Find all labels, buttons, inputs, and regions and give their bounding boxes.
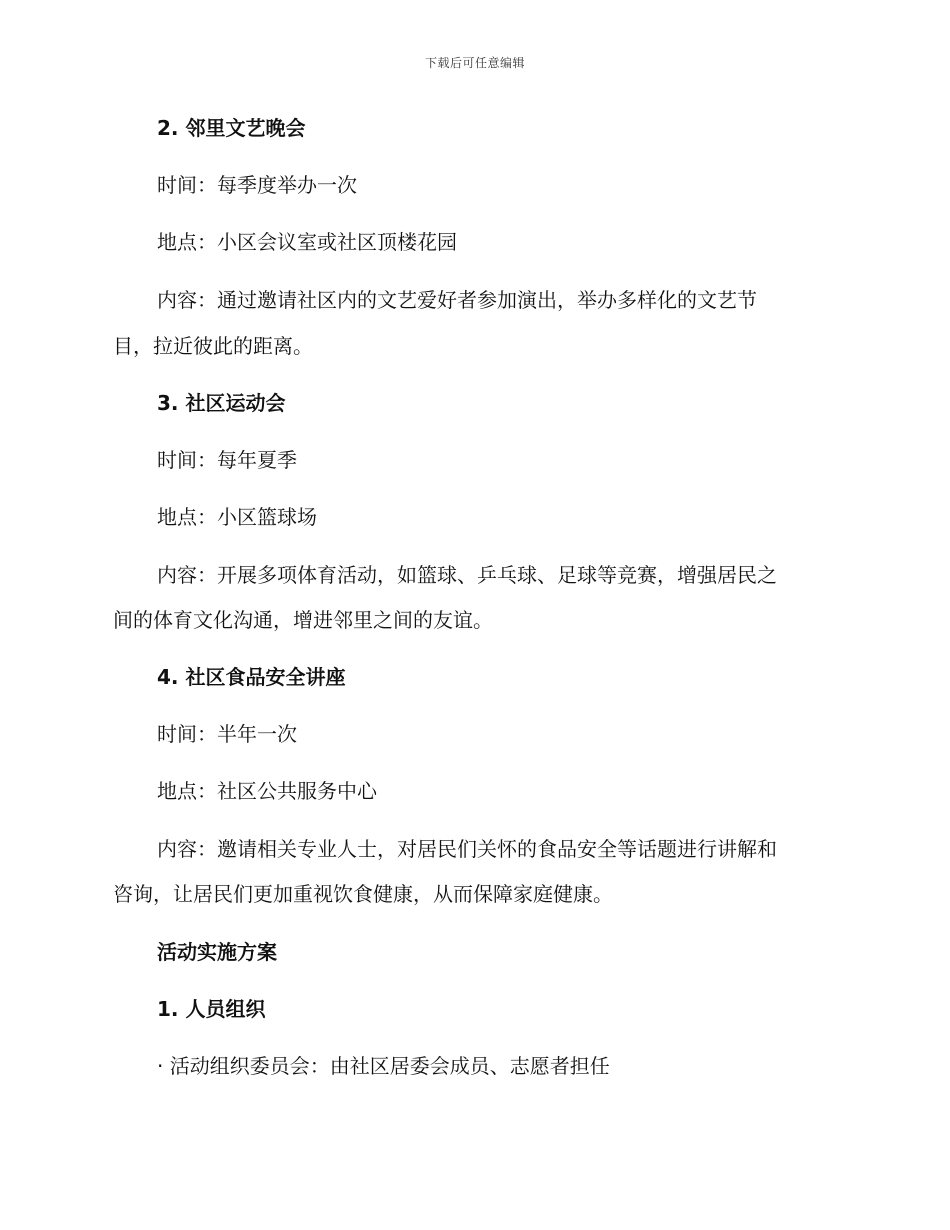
section-4-content-line2: 咨询，让居民们更加重视饮食健康，从而保障家庭健康。	[113, 882, 613, 906]
section-3-time: 时间：每年夏季	[157, 448, 297, 472]
section-2-title: 2. 邻里文艺晚会	[157, 116, 306, 140]
section-2-place: 地点：小区会议室或社区顶楼花园	[157, 230, 457, 254]
section-3-title: 3. 社区运动会	[157, 391, 286, 415]
plan-bullet-1: · 活动组织委员会：由社区居委会成员、志愿者担任	[157, 1054, 610, 1078]
section-2-time: 时间：每季度举办一次	[157, 173, 357, 197]
section-3-content-line1: 内容：开展多项体育活动，如篮球、乒乓球、足球等竞赛，增强居民之	[157, 563, 777, 587]
section-4-content-line1: 内容：邀请相关专业人士，对居民们关怀的食品安全等话题进行讲解和	[157, 837, 777, 861]
section-4-title: 4. 社区食品安全讲座	[157, 665, 346, 689]
section-4-time: 时间：半年一次	[157, 722, 297, 746]
section-2-content-line1: 内容：通过邀请社区内的文艺爱好者参加演出，举办多样化的文艺节	[157, 288, 757, 312]
plan-subsection-1-title: 1. 人员组织	[157, 997, 266, 1021]
section-3-content-line2: 间的体育文化沟通，增进邻里之间的友谊。	[113, 608, 493, 632]
section-3-place: 地点：小区篮球场	[157, 505, 317, 529]
plan-title: 活动实施方案	[157, 940, 277, 964]
section-2-content-line2: 目，拉近彼此的距离。	[113, 334, 313, 358]
header-note: 下载后可任意编辑	[424, 56, 525, 70]
section-4-place: 地点：社区公共服务中心	[157, 779, 377, 803]
